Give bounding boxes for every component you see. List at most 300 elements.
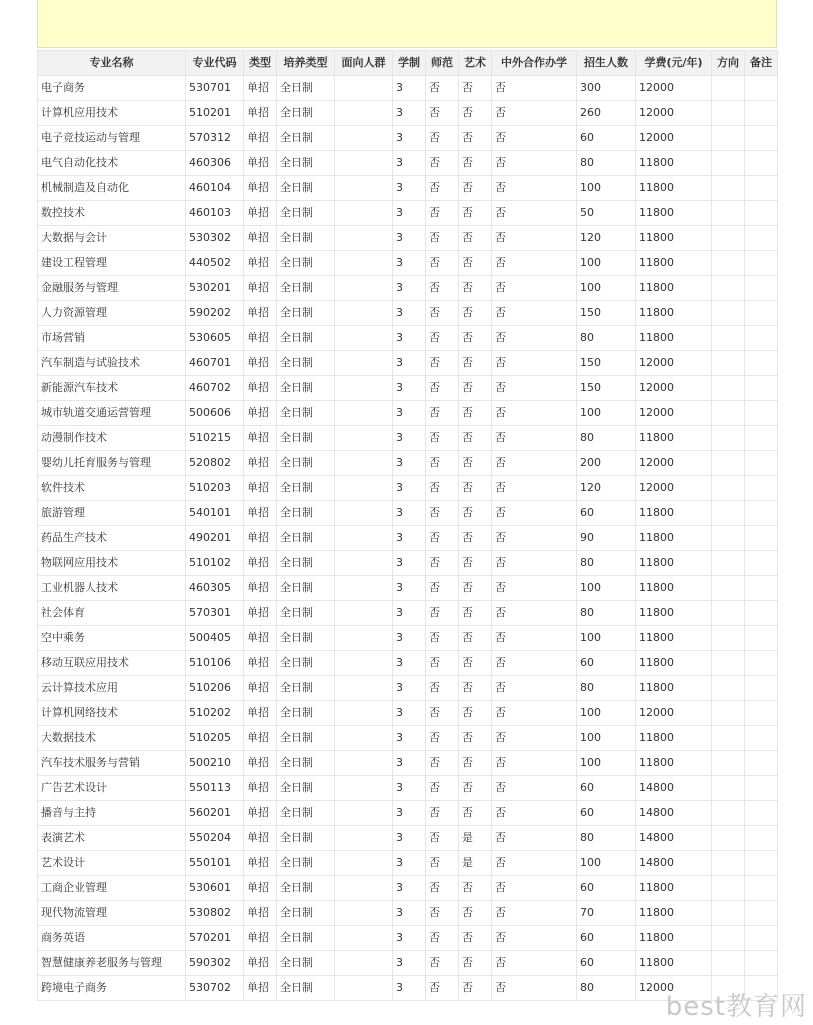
table-cell	[335, 801, 393, 826]
table-cell	[712, 726, 745, 751]
table-cell: 550204	[186, 826, 244, 851]
table-cell: 计算机网络技术	[38, 701, 186, 726]
table-cell: 11800	[636, 576, 712, 601]
table-cell: 单招	[244, 151, 277, 176]
table-cell: 是	[459, 826, 492, 851]
table-cell: 530601	[186, 876, 244, 901]
table-cell: 否	[492, 101, 577, 126]
table-cell: 全日制	[277, 326, 335, 351]
table-cell: 590202	[186, 301, 244, 326]
table-cell: 11800	[636, 426, 712, 451]
table-cell: 单招	[244, 76, 277, 101]
table-cell: 否	[492, 876, 577, 901]
table-cell: 3	[393, 701, 426, 726]
table-cell: 否	[459, 326, 492, 351]
table-cell: 3	[393, 951, 426, 976]
table-cell: 510203	[186, 476, 244, 501]
table-cell: 单招	[244, 751, 277, 776]
table-cell	[712, 176, 745, 201]
table-cell	[712, 651, 745, 676]
majors-table	[37, 50, 778, 1001]
table-cell: 人力资源管理	[38, 301, 186, 326]
table-cell	[745, 176, 778, 201]
table-cell	[712, 801, 745, 826]
table-cell: 否	[492, 251, 577, 276]
table-cell: 11800	[636, 226, 712, 251]
table-cell: 全日制	[277, 851, 335, 876]
table-cell	[745, 651, 778, 676]
table-cell: 150	[577, 301, 636, 326]
table-row	[38, 701, 778, 726]
table-cell	[712, 826, 745, 851]
table-cell: 11800	[636, 601, 712, 626]
table-cell	[745, 551, 778, 576]
table-cell: 单招	[244, 301, 277, 326]
table-cell: 否	[492, 726, 577, 751]
table-cell: 全日制	[277, 376, 335, 401]
table-cell: 11800	[636, 651, 712, 676]
table-cell	[712, 551, 745, 576]
table-cell	[712, 126, 745, 151]
table-cell: 570301	[186, 601, 244, 626]
table-cell: 全日制	[277, 626, 335, 651]
table-cell: 3	[393, 876, 426, 901]
table-cell: 单招	[244, 451, 277, 476]
table-cell: 全日制	[277, 151, 335, 176]
header-normal: 师范	[426, 51, 459, 76]
table-cell	[745, 701, 778, 726]
table-cell	[335, 451, 393, 476]
table-cell: 单招	[244, 201, 277, 226]
table-cell: 否	[426, 801, 459, 826]
table-cell	[712, 676, 745, 701]
table-cell: 单招	[244, 776, 277, 801]
table-cell: 否	[492, 226, 577, 251]
table-cell: 否	[492, 951, 577, 976]
table-cell: 否	[459, 976, 492, 1001]
table-cell: 否	[459, 926, 492, 951]
table-cell	[712, 926, 745, 951]
table-cell: 全日制	[277, 426, 335, 451]
table-cell: 单招	[244, 126, 277, 151]
table-cell	[745, 801, 778, 826]
table-cell: 80	[577, 826, 636, 851]
table-cell: 3	[393, 251, 426, 276]
table-cell: 全日制	[277, 801, 335, 826]
table-row	[38, 301, 778, 326]
table-cell	[712, 326, 745, 351]
table-cell: 80	[577, 601, 636, 626]
table-cell: 单招	[244, 901, 277, 926]
table-cell: 3	[393, 326, 426, 351]
table-row	[38, 651, 778, 676]
table-cell: 否	[459, 801, 492, 826]
table-cell: 11800	[636, 876, 712, 901]
table-cell: 单招	[244, 176, 277, 201]
table-cell: 否	[426, 101, 459, 126]
table-cell: 510215	[186, 426, 244, 451]
table-row	[38, 826, 778, 851]
table-cell: 3	[393, 801, 426, 826]
table-cell: 否	[426, 976, 459, 1001]
table-cell: 否	[459, 276, 492, 301]
table-cell: 否	[459, 651, 492, 676]
table-cell: 11800	[636, 501, 712, 526]
table-cell: 否	[492, 301, 577, 326]
table-cell: 单招	[244, 376, 277, 401]
table-cell: 否	[426, 401, 459, 426]
table-row	[38, 726, 778, 751]
table-cell	[335, 101, 393, 126]
table-cell	[335, 826, 393, 851]
table-cell: 汽车技术服务与营销	[38, 751, 186, 776]
table-cell: 550101	[186, 851, 244, 876]
table-cell: 全日制	[277, 201, 335, 226]
table-cell: 3	[393, 901, 426, 926]
table-row	[38, 376, 778, 401]
header-major-code: 专业代码	[186, 51, 244, 76]
table-cell: 单招	[244, 501, 277, 526]
table-cell: 3	[393, 151, 426, 176]
table-cell: 11800	[636, 526, 712, 551]
table-cell: 11800	[636, 751, 712, 776]
table-cell: 3	[393, 601, 426, 626]
table-cell: 全日制	[277, 126, 335, 151]
table-cell: 否	[492, 401, 577, 426]
table-cell: 80	[577, 676, 636, 701]
table-cell: 商务英语	[38, 926, 186, 951]
table-cell: 460701	[186, 351, 244, 376]
table-header-row	[38, 51, 778, 76]
table-cell	[745, 951, 778, 976]
table-cell: 否	[492, 976, 577, 1001]
table-cell: 汽车制造与试验技术	[38, 351, 186, 376]
table-cell: 否	[492, 126, 577, 151]
table-cell	[712, 401, 745, 426]
table-cell	[745, 926, 778, 951]
table-cell: 否	[426, 526, 459, 551]
table-cell: 12000	[636, 101, 712, 126]
table-cell: 3	[393, 626, 426, 651]
table-cell: 80	[577, 551, 636, 576]
table-cell: 60	[577, 876, 636, 901]
table-cell: 否	[492, 501, 577, 526]
table-cell	[335, 476, 393, 501]
table-cell	[335, 351, 393, 376]
table-cell	[745, 601, 778, 626]
table-cell: 3	[393, 126, 426, 151]
table-cell: 3	[393, 401, 426, 426]
table-row	[38, 151, 778, 176]
table-cell	[712, 751, 745, 776]
table-cell: 否	[492, 176, 577, 201]
table-row	[38, 876, 778, 901]
table-cell: 新能源汽车技术	[38, 376, 186, 401]
table-cell: 11800	[636, 926, 712, 951]
table-cell: 否	[492, 601, 577, 626]
table-cell: 520802	[186, 451, 244, 476]
table-cell: 3	[393, 276, 426, 301]
table-cell: 3	[393, 526, 426, 551]
table-cell: 动漫制作技术	[38, 426, 186, 451]
table-cell: 否	[426, 176, 459, 201]
table-cell: 否	[492, 801, 577, 826]
table-cell: 3	[393, 101, 426, 126]
table-cell	[712, 576, 745, 601]
table-cell	[335, 751, 393, 776]
table-cell: 12000	[636, 376, 712, 401]
table-cell: 3	[393, 451, 426, 476]
table-row	[38, 351, 778, 376]
table-cell: 否	[459, 726, 492, 751]
table-cell: 单招	[244, 276, 277, 301]
table-cell	[335, 151, 393, 176]
table-cell: 否	[492, 551, 577, 576]
table-cell: 550113	[186, 776, 244, 801]
table-cell: 全日制	[277, 726, 335, 751]
table-cell: 510106	[186, 651, 244, 676]
table-row	[38, 851, 778, 876]
table-cell: 60	[577, 801, 636, 826]
table-cell	[335, 301, 393, 326]
table-cell: 否	[426, 551, 459, 576]
table-cell: 空中乘务	[38, 626, 186, 651]
table-cell: 否	[459, 376, 492, 401]
table-cell: 全日制	[277, 276, 335, 301]
table-cell: 否	[492, 901, 577, 926]
table-cell: 3	[393, 751, 426, 776]
table-cell: 100	[577, 701, 636, 726]
table-cell: 60	[577, 926, 636, 951]
table-cell: 否	[426, 301, 459, 326]
table-cell: 100	[577, 851, 636, 876]
table-cell: 否	[492, 276, 577, 301]
table-cell: 530701	[186, 76, 244, 101]
table-cell	[335, 276, 393, 301]
table-cell: 机械制造及自动化	[38, 176, 186, 201]
table-cell: 否	[426, 726, 459, 751]
table-cell: 单招	[244, 101, 277, 126]
table-cell: 单招	[244, 926, 277, 951]
table-cell: 70	[577, 901, 636, 926]
table-cell: 全日制	[277, 76, 335, 101]
table-cell: 单招	[244, 226, 277, 251]
table-cell: 否	[426, 926, 459, 951]
table-row	[38, 801, 778, 826]
table-cell: 全日制	[277, 551, 335, 576]
table-cell: 否	[459, 751, 492, 776]
table-cell: 否	[459, 401, 492, 426]
table-cell: 工业机器人技术	[38, 576, 186, 601]
table-cell: 否	[492, 826, 577, 851]
table-cell: 否	[492, 76, 577, 101]
table-cell: 12000	[636, 351, 712, 376]
table-cell	[712, 901, 745, 926]
table-cell: 3	[393, 651, 426, 676]
table-cell: 否	[492, 201, 577, 226]
table-cell: 否	[492, 576, 577, 601]
table-cell: 否	[459, 701, 492, 726]
table-cell: 14800	[636, 776, 712, 801]
table-cell	[745, 101, 778, 126]
table-cell	[335, 501, 393, 526]
table-cell: 500210	[186, 751, 244, 776]
table-cell: 590302	[186, 951, 244, 976]
table-row	[38, 751, 778, 776]
table-row	[38, 201, 778, 226]
table-cell	[335, 326, 393, 351]
table-cell: 3	[393, 351, 426, 376]
table-cell: 否	[492, 676, 577, 701]
table-cell: 530302	[186, 226, 244, 251]
table-cell	[712, 76, 745, 101]
table-cell: 全日制	[277, 301, 335, 326]
table-cell: 全日制	[277, 401, 335, 426]
table-cell: 全日制	[277, 876, 335, 901]
table-body	[38, 76, 778, 1001]
table-cell	[712, 476, 745, 501]
table-cell: 否	[492, 751, 577, 776]
table-cell	[745, 826, 778, 851]
header-major-name: 专业名称	[38, 51, 186, 76]
table-cell: 150	[577, 376, 636, 401]
table-row	[38, 501, 778, 526]
table-cell: 3	[393, 226, 426, 251]
table-row	[38, 451, 778, 476]
table-cell: 570201	[186, 926, 244, 951]
table-cell: 60	[577, 501, 636, 526]
table-cell: 否	[492, 776, 577, 801]
table-cell	[745, 476, 778, 501]
table-cell	[745, 626, 778, 651]
header-enrollment: 招生人数	[577, 51, 636, 76]
table-cell: 否	[492, 326, 577, 351]
header-target-group: 面向人群	[335, 51, 393, 76]
table-cell: 单招	[244, 801, 277, 826]
table-cell: 单招	[244, 426, 277, 451]
table-cell: 11800	[636, 251, 712, 276]
table-cell: 500405	[186, 626, 244, 651]
table-cell: 否	[459, 451, 492, 476]
table-cell: 社会体育	[38, 601, 186, 626]
table-cell: 单招	[244, 851, 277, 876]
table-cell: 否	[426, 676, 459, 701]
table-cell: 460306	[186, 151, 244, 176]
table-cell: 100	[577, 401, 636, 426]
table-cell: 全日制	[277, 651, 335, 676]
table-cell: 否	[426, 251, 459, 276]
table-cell	[335, 776, 393, 801]
table-cell: 否	[426, 851, 459, 876]
table-cell: 12000	[636, 476, 712, 501]
table-cell: 否	[426, 751, 459, 776]
table-cell: 云计算技术应用	[38, 676, 186, 701]
table-cell: 否	[426, 626, 459, 651]
table-cell: 14800	[636, 851, 712, 876]
table-cell	[712, 226, 745, 251]
table-cell: 表演艺术	[38, 826, 186, 851]
table-cell: 11800	[636, 551, 712, 576]
table-cell: 12000	[636, 976, 712, 1001]
table-cell: 全日制	[277, 351, 335, 376]
table-row	[38, 126, 778, 151]
table-cell	[335, 951, 393, 976]
table-cell: 单招	[244, 726, 277, 751]
table-cell	[745, 776, 778, 801]
table-cell: 否	[459, 76, 492, 101]
table-cell	[335, 176, 393, 201]
table-cell: 510206	[186, 676, 244, 701]
table-cell: 旅游管理	[38, 501, 186, 526]
table-cell: 否	[426, 476, 459, 501]
table-cell	[745, 351, 778, 376]
table-cell: 3	[393, 301, 426, 326]
table-row	[38, 926, 778, 951]
table-cell: 11800	[636, 326, 712, 351]
table-cell	[335, 876, 393, 901]
table-cell	[745, 726, 778, 751]
table-cell: 50	[577, 201, 636, 226]
table-cell: 否	[492, 351, 577, 376]
table-cell: 560201	[186, 801, 244, 826]
table-cell: 否	[459, 251, 492, 276]
table-cell: 是	[459, 851, 492, 876]
table-cell: 11800	[636, 176, 712, 201]
table-cell: 大数据与会计	[38, 226, 186, 251]
table-cell: 否	[426, 651, 459, 676]
table-cell: 11800	[636, 301, 712, 326]
table-cell: 否	[426, 126, 459, 151]
table-cell: 全日制	[277, 976, 335, 1001]
table-row	[38, 401, 778, 426]
table-cell: 510201	[186, 101, 244, 126]
table-cell: 否	[426, 376, 459, 401]
table-cell: 全日制	[277, 526, 335, 551]
table-cell: 全日制	[277, 226, 335, 251]
table-cell: 播音与主持	[38, 801, 186, 826]
table-cell: 否	[459, 101, 492, 126]
table-cell: 3	[393, 551, 426, 576]
table-cell: 否	[459, 151, 492, 176]
table-row	[38, 526, 778, 551]
table-cell: 否	[492, 926, 577, 951]
table-cell: 3	[393, 776, 426, 801]
table-cell: 否	[426, 601, 459, 626]
table-cell: 否	[459, 351, 492, 376]
table-row	[38, 476, 778, 501]
table-cell: 80	[577, 426, 636, 451]
table-cell: 否	[426, 201, 459, 226]
table-cell: 全日制	[277, 101, 335, 126]
table-cell	[335, 526, 393, 551]
table-cell	[745, 501, 778, 526]
table-cell: 单招	[244, 876, 277, 901]
table-cell: 510102	[186, 551, 244, 576]
table-cell	[745, 276, 778, 301]
table-cell: 全日制	[277, 826, 335, 851]
table-cell: 单招	[244, 601, 277, 626]
table-cell	[712, 626, 745, 651]
table-cell: 100	[577, 576, 636, 601]
table-cell: 否	[459, 301, 492, 326]
table-cell	[712, 351, 745, 376]
table-cell	[745, 676, 778, 701]
table-cell	[712, 701, 745, 726]
table-cell: 12000	[636, 76, 712, 101]
table-cell	[712, 376, 745, 401]
table-cell	[712, 876, 745, 901]
table-cell: 否	[459, 626, 492, 651]
